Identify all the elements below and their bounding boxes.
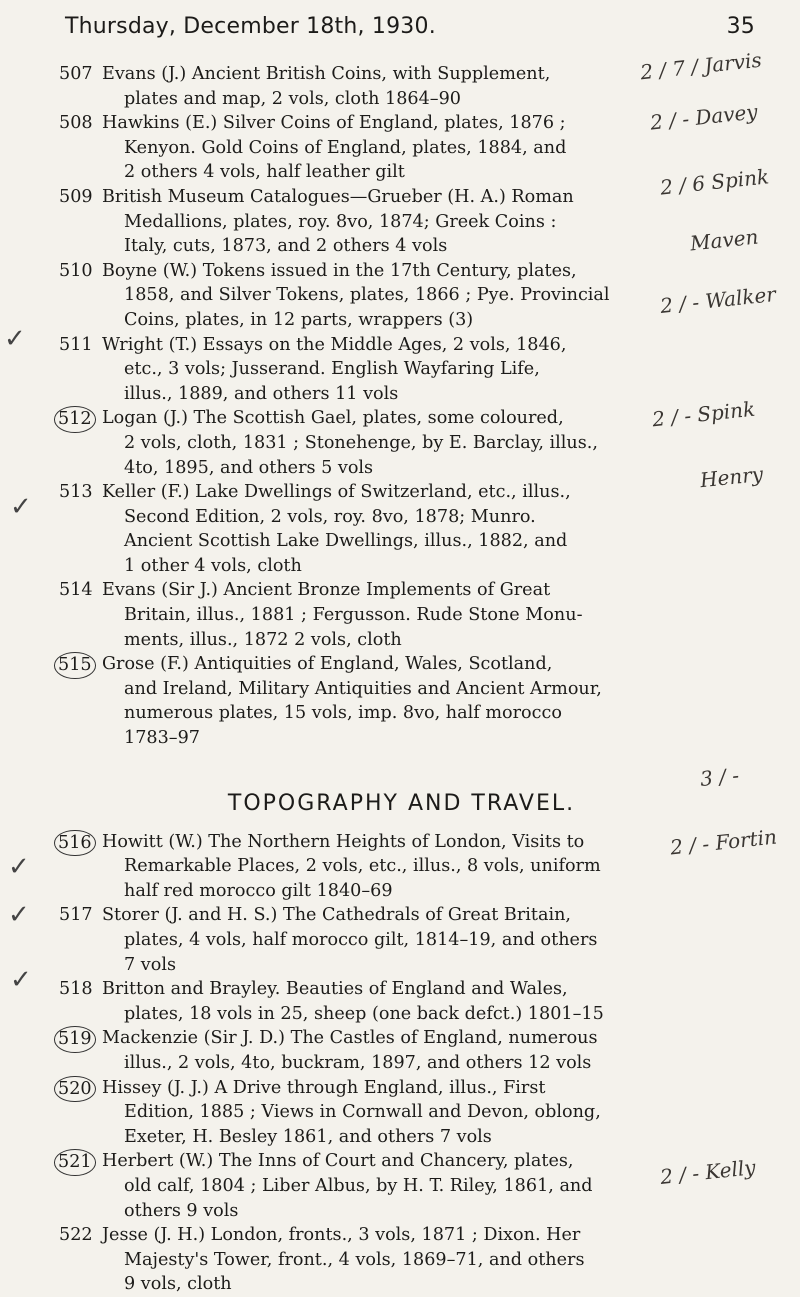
lot-number: 510 — [59, 260, 93, 281]
page-header — [65, 14, 755, 39]
lot-text-line: Coins, plates, in 12 parts, wrappers (3) — [124, 309, 474, 330]
lot-text-line: 9 vols, cloth — [124, 1274, 232, 1295]
lot-text-line: Boyne (W.) Tokens issued in the 17th Century, plates, — [102, 260, 577, 281]
lot-entry — [44, 652, 759, 750]
lot-text-line: Edition, 1885 ; Views in Cornwall and Devon, oblong, — [124, 1102, 601, 1123]
lot-number: 522 — [59, 1225, 93, 1246]
lot-text-line: Hawkins (E.) Silver Coins of England, plates, 1876 ; — [102, 113, 566, 134]
lot-text-line: Italy, cuts, 1873, and 2 others 4 vols — [124, 236, 448, 257]
handwritten-note-511: 2 / - Walker — [659, 282, 777, 318]
lot-entry — [44, 578, 759, 652]
lot-text-line: Logan (J.) The Scottish Gael, plates, some coloured, — [102, 408, 564, 429]
lot-entry — [44, 1149, 759, 1223]
handwritten-note-514: Henry — [698, 461, 765, 493]
lot-number: 516 — [54, 830, 96, 857]
lot-number: 511 — [59, 334, 93, 355]
margin-tick-mark: ✓ — [10, 492, 32, 522]
lot-text-line: Keller (F.) Lake Dwellings of Switzerland, etc., illus., — [102, 482, 571, 503]
lot-entry — [44, 903, 759, 977]
lot-text-line: Wright (T.) Essays on the Middle Ages, 2 vols, 1846, — [102, 334, 567, 355]
lots-group-topography — [44, 830, 759, 1297]
lot-number: 513 — [59, 482, 93, 503]
lot-entry — [44, 185, 759, 259]
lot-text-line: old calf, 1804 ; Liber Albus, by H. T. Riley, 1861, and — [124, 1175, 593, 1196]
lot-text-line: Hissey (J. J.) A Drive through England, illus., First — [102, 1077, 546, 1098]
handwritten-note-522: 2 / - Kelly — [659, 1155, 757, 1189]
lot-text-line: ments, illus., 1872 2 vols, cloth — [124, 629, 402, 650]
margin-tick-mark: ✓ — [4, 324, 26, 354]
section-heading: TOPOGRAPHY AND TRAVEL. — [227, 790, 576, 816]
lot-text-line: Britain, illus., 1881 ; Fergusson. Rude Stone Monu- — [124, 605, 583, 626]
lot-text-line: Britton and Brayley. Beauties of England and Wales, — [102, 979, 568, 1000]
lot-text-line: illus., 1889, and others 11 vols — [124, 383, 399, 404]
lot-text-line: 4to, 1895, and others 5 vols — [124, 457, 374, 478]
lot-text-line: Exeter, H. Besley 1861, and others 7 vols — [124, 1126, 492, 1147]
lot-text-line: Mackenzie (Sir J. D.) The Castles of England, numerous — [102, 1028, 598, 1049]
lot-text-line: half red morocco gilt 1840–69 — [124, 880, 393, 901]
handwritten-note-510: Maven — [688, 224, 760, 256]
page-number: 35 — [726, 14, 755, 39]
lot-number: 517 — [59, 905, 93, 926]
lot-text-line: 7 vols — [124, 954, 176, 975]
header-date: Thursday, December 18th, 1930. — [65, 14, 436, 39]
lot-text-line: Second Edition, 2 vols, roy. 8vo, 1878; Munro. — [124, 506, 536, 527]
lot-entry — [44, 480, 759, 578]
handwritten-note-509: 2 / 6 Spink — [659, 164, 771, 200]
lot-number: 520 — [54, 1076, 96, 1103]
lot-entry — [44, 1076, 759, 1150]
lot-number: 508 — [59, 113, 93, 134]
lot-number: 519 — [54, 1026, 96, 1053]
lot-text-line: 1783–97 — [124, 728, 200, 749]
lot-text-line: 2 vols, cloth, 1831 ; Stonehenge, by E. Barclay, illus., — [124, 432, 598, 453]
lot-number: 521 — [54, 1149, 96, 1176]
margin-tick-mark: ✓ — [8, 852, 30, 882]
lot-entry — [44, 1026, 759, 1075]
lot-text-line: Jesse (J. H.) London, fronts., 3 vols, 1871 ; Dixon. Her — [102, 1225, 581, 1246]
handwritten-note-507: 2 / 7 / Jarvis — [639, 47, 763, 85]
lot-text-line: Ancient Scottish Lake Dwellings, illus., 1882, and — [124, 531, 568, 552]
lot-text-line: plates, 4 vols, half morocco gilt, 1814–19, and others — [124, 930, 598, 950]
lot-entry — [44, 977, 759, 1026]
lot-text-line: Medallions, plates, roy. 8vo, 1874; Greek Coins : — [124, 211, 557, 232]
lot-number: 515 — [54, 652, 96, 679]
lot-number: 514 — [59, 580, 93, 601]
lot-number: 512 — [54, 406, 96, 433]
lot-entry — [44, 830, 759, 904]
lot-text-line: British Museum Catalogues—Grueber (H. A.) Roman — [102, 186, 574, 207]
lot-entry — [44, 259, 759, 333]
lot-text-line: Grose (F.) Antiquities of England, Wales, Scotland, — [102, 654, 553, 675]
lot-number: 509 — [59, 186, 93, 207]
lot-text-line: Storer (J. and H. S.) The Cathedrals of Great Britain, — [102, 905, 571, 926]
lot-text-line: Remarkable Places, 2 vols, etc., illus., 8 vols, uniform — [124, 856, 601, 877]
handwritten-note-513: 2 / - Spink — [651, 396, 757, 432]
lot-text-line: others 9 vols — [124, 1200, 239, 1221]
lot-text-line: Herbert (W.) The Inns of Court and Chancery, plates, — [102, 1151, 574, 1172]
lot-number: 507 — [59, 64, 93, 84]
lot-text-line: and Ireland, Military Antiquities and Ancient Armour, — [124, 678, 602, 699]
lot-text-line: Kenyon. Gold Coins of England, plates, 1884, and — [124, 137, 567, 158]
lot-text-line: Evans (Sir J.) Ancient Bronze Implements of Great — [102, 580, 551, 601]
lot-text-line: 2 others 4 vols, half leather gilt — [124, 162, 405, 183]
lot-text-line: Majesty's Tower, front., 4 vols, 1869–71, and others — [124, 1249, 585, 1270]
handwritten-note-518: 2 / - Fortin — [669, 824, 778, 860]
margin-tick-mark: ✓ — [8, 900, 30, 930]
lot-entry — [44, 1223, 759, 1297]
lot-text-line: illus., 2 vols, 4to, buckram, 1897, and others 12 vols — [124, 1052, 592, 1073]
handwritten-note-508: 2 / - Davey — [649, 99, 759, 135]
handwritten-note-517: 3 / - — [698, 763, 741, 791]
lot-text-line: 1858, and Silver Tokens, plates, 1866 ; Pye. Provincial — [124, 285, 610, 306]
lot-text-line: numerous plates, 15 vols, imp. 8vo, half morocco — [124, 703, 562, 724]
lot-text-line: plates, 18 vols in 25, sheep (one back defct.) 1801–15 — [124, 1003, 604, 1024]
lot-text-line: etc., 3 vols; Jusserand. English Wayfaring Life, — [124, 359, 540, 380]
catalogue-entries — [44, 62, 759, 1297]
lot-text-line: plates and map, 2 vols, cloth 1864–90 — [124, 88, 461, 109]
margin-tick-mark: ✓ — [10, 965, 32, 995]
lot-entry — [44, 333, 759, 407]
lot-number: 518 — [59, 979, 93, 1000]
lot-text-line: Howitt (W.) The Northern Heights of London, Visits to — [102, 831, 585, 852]
lot-text-line: 1 other 4 vols, cloth — [124, 555, 302, 576]
lot-text-line: Evans (J.) Ancient British Coins, with Supplement, — [102, 64, 551, 84]
